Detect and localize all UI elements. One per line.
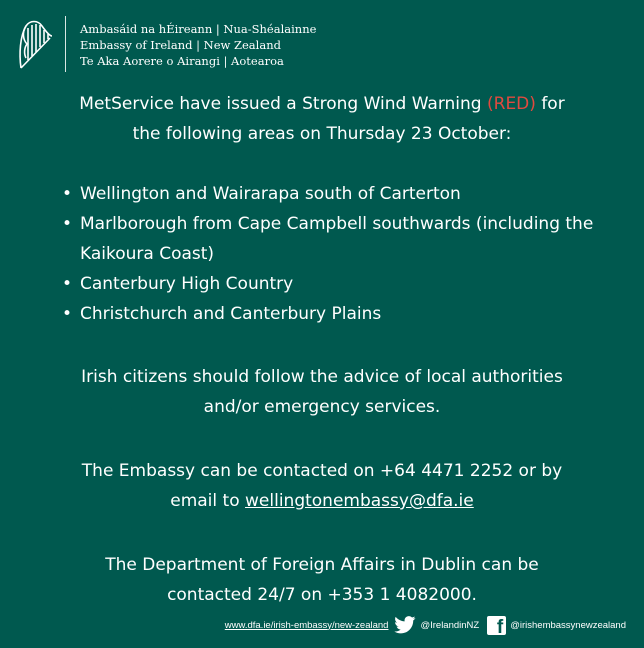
area-name: Wellington and Wairarapa south of Carterton xyxy=(80,184,461,204)
area-name: Canterbury High Country xyxy=(80,274,294,294)
email-link[interactable]: wellingtonembassy@dfa.ie xyxy=(245,491,474,511)
bullet: • xyxy=(62,304,73,324)
warning-level: (RED) xyxy=(487,94,536,114)
footer-bar xyxy=(0,612,644,638)
intro-text-line2: the following areas on Thursday 23 October: xyxy=(132,124,512,144)
header-divider xyxy=(65,16,66,72)
facebook-glyph: f xyxy=(496,616,504,638)
dfa-contact xyxy=(0,550,644,610)
advice-line-2: and/or emergency services. xyxy=(203,397,441,417)
list-item xyxy=(0,179,644,209)
warning-intro xyxy=(0,89,644,149)
list-item xyxy=(0,269,644,299)
embassy-name-maori: Te Aka Aorere o Airangi | Aotearoa xyxy=(80,54,284,68)
notice-body xyxy=(0,89,644,610)
affected-areas-list xyxy=(0,179,644,329)
embassy-header xyxy=(14,16,316,72)
embassy-name-english: Embassy of Ireland | New Zealand xyxy=(80,38,281,52)
area-name: Marlborough from Cape Campbell southwards (including the Kaikoura Coast) xyxy=(80,214,594,264)
advice-line-1: Irish citizens should follow the advice of local authorities xyxy=(81,367,563,387)
list-item xyxy=(0,299,644,329)
bullet: • xyxy=(62,274,73,294)
irish-harp-icon xyxy=(14,18,54,72)
intro-text-end: for xyxy=(535,94,565,114)
facebook-handle[interactable]: @irishembassynewzealand xyxy=(510,619,626,631)
bullet: • xyxy=(62,184,73,204)
area-name: Christchurch and Canterbury Plains xyxy=(80,304,382,324)
website-link[interactable]: www.dfa.ie/irish-embassy/new-zealand xyxy=(224,619,389,631)
dept-line-2: contacted 24/7 on +353 1 4082000. xyxy=(167,585,477,605)
contact-email-prefix: email to xyxy=(170,491,246,511)
intro-text: MetService have issued a Strong Wind Warning xyxy=(79,94,487,114)
twitter-handle[interactable]: @IrelandinNZ xyxy=(420,619,480,631)
embassy-name-irish: Ambasáid na hÉireann | Nua-Shéalainne xyxy=(80,22,317,36)
contact-line-1: The Embassy can be contacted on +64 4471 2252 or by xyxy=(81,461,563,481)
embassy-contact xyxy=(0,456,644,516)
list-item xyxy=(0,209,644,269)
twitter-bird-icon[interactable] xyxy=(394,616,416,634)
dept-line-1: The Department of Foreign Affairs in Dublin can be xyxy=(105,555,539,575)
facebook-icon[interactable] xyxy=(487,616,506,638)
citizen-advice xyxy=(0,362,644,422)
embassy-name-block xyxy=(80,21,316,69)
bullet: • xyxy=(62,214,73,234)
